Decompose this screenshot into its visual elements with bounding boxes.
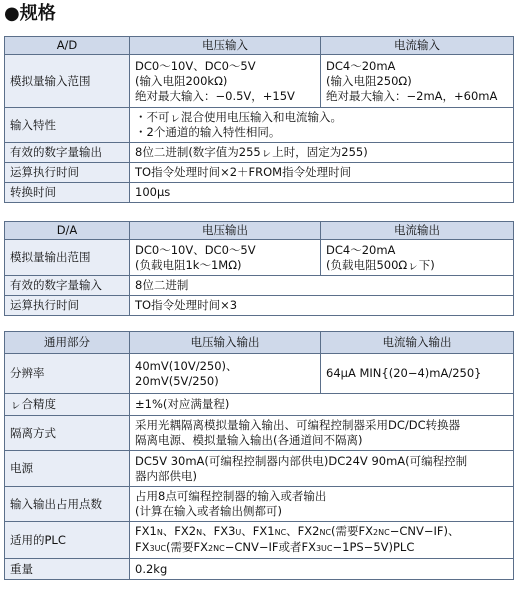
ad-spec-table [4, 36, 514, 203]
ad-range-current: DC4～20mA (输入电阻250Ω) 绝对最大输入：−2mA，+60mA [321, 55, 514, 108]
weight-label: 重量 [5, 559, 130, 580]
section-title: ●规格 [4, 3, 56, 24]
plc-line-2: FX3UC(需要FX2NC−CNV−IF或者FX3UC−1PS−5V)PLC [135, 540, 415, 554]
da-digital-label: 有效的数字量输入 [5, 276, 130, 296]
ad-conv-label: 转换时间 [5, 183, 130, 203]
da-range-current: DC4～20mA (负载电阻500Ωㇾ下) [321, 240, 514, 276]
ad-range-voltage: DC0～10V、DC0～5V (输入电阻200kΩ) 绝对最大输入：−0.5V，+15V [130, 55, 321, 108]
plc-value [130, 522, 514, 559]
isolation-value: 采用光耦隔离模拟量输入输出、可编程控制器采用DC/DC转换器 隔离电源、模拟量输入输出(各通道间不隔离) [130, 416, 514, 451]
da-digital-value: 8位二进制 [130, 276, 514, 296]
ad-characteristic-value: ・不可ㇾ混合使用电压输入和电流输入。 ・2个通道的输入特性相同。 [130, 108, 514, 143]
isolation-label: 隔离方式 [5, 416, 130, 451]
current-input-header: 电流输入 [321, 37, 514, 55]
weight-value: 0.2kg [130, 559, 514, 580]
common-header: 通用部分 [5, 332, 130, 354]
plc-label: 适用的PLC [5, 522, 130, 559]
da-range-voltage: DC0～10V、DC0～5V (负载电阻1k～1MΩ) [130, 240, 321, 276]
accuracy-value: ±1%(对应满量程) [130, 394, 514, 416]
voltage-input-header: 电压输入 [130, 37, 321, 55]
points-label: 输入输出占用点数 [5, 487, 130, 522]
resolution-voltage: 40mV(10V/250)、 20mV(5V/250) [130, 354, 321, 394]
ad-header: A/D [5, 37, 130, 55]
power-value: DC5V 30mA(可编程控制器内部供电)DC24V 90mA(可编程控制 器内部供电) [130, 451, 514, 487]
da-exec-value: TO指令处理时间×3 [130, 296, 514, 316]
power-label: 电源 [5, 451, 130, 487]
plc-line-1: FX1N、FX2N、FX3U、FX1NC、FX2NC(需要FX2NC−CNV−IF)、 [135, 524, 460, 538]
ad-range-label: 模拟量输入范围 [5, 55, 130, 108]
ad-exec-label: 运算执行时间 [5, 163, 130, 183]
da-header: D/A [5, 222, 130, 240]
points-value: 占用8点可编程控制器的输入或者输出 (计算在输入或者输出侧都可) [130, 487, 514, 522]
da-range-label: 模拟量输出范围 [5, 240, 130, 276]
common-spec-table [4, 331, 514, 580]
voltage-output-header: 电压输出 [130, 222, 321, 240]
current-io-header: 电流输入输出 [321, 332, 514, 354]
da-spec-table [4, 221, 514, 316]
resolution-label: 分辨率 [5, 354, 130, 394]
current-output-header: 电流输出 [321, 222, 514, 240]
ad-conv-value: 100μs [130, 183, 514, 203]
voltage-io-header: 电压输入输出 [130, 332, 321, 354]
ad-digital-value: 8位二进制(数字值为255ㇾ上时，固定为255) [130, 143, 514, 163]
da-exec-label: 运算执行时间 [5, 296, 130, 316]
ad-exec-value: TO指令处理时间×2＋FROM指令处理时间 [130, 163, 514, 183]
resolution-current: 64μA MIN{(20−4)mA/250} [321, 354, 514, 394]
ad-characteristic-label: 输入特性 [5, 108, 130, 143]
ad-digital-label: 有效的数字量输出 [5, 143, 130, 163]
accuracy-label: ㇾ合精度 [5, 394, 130, 416]
